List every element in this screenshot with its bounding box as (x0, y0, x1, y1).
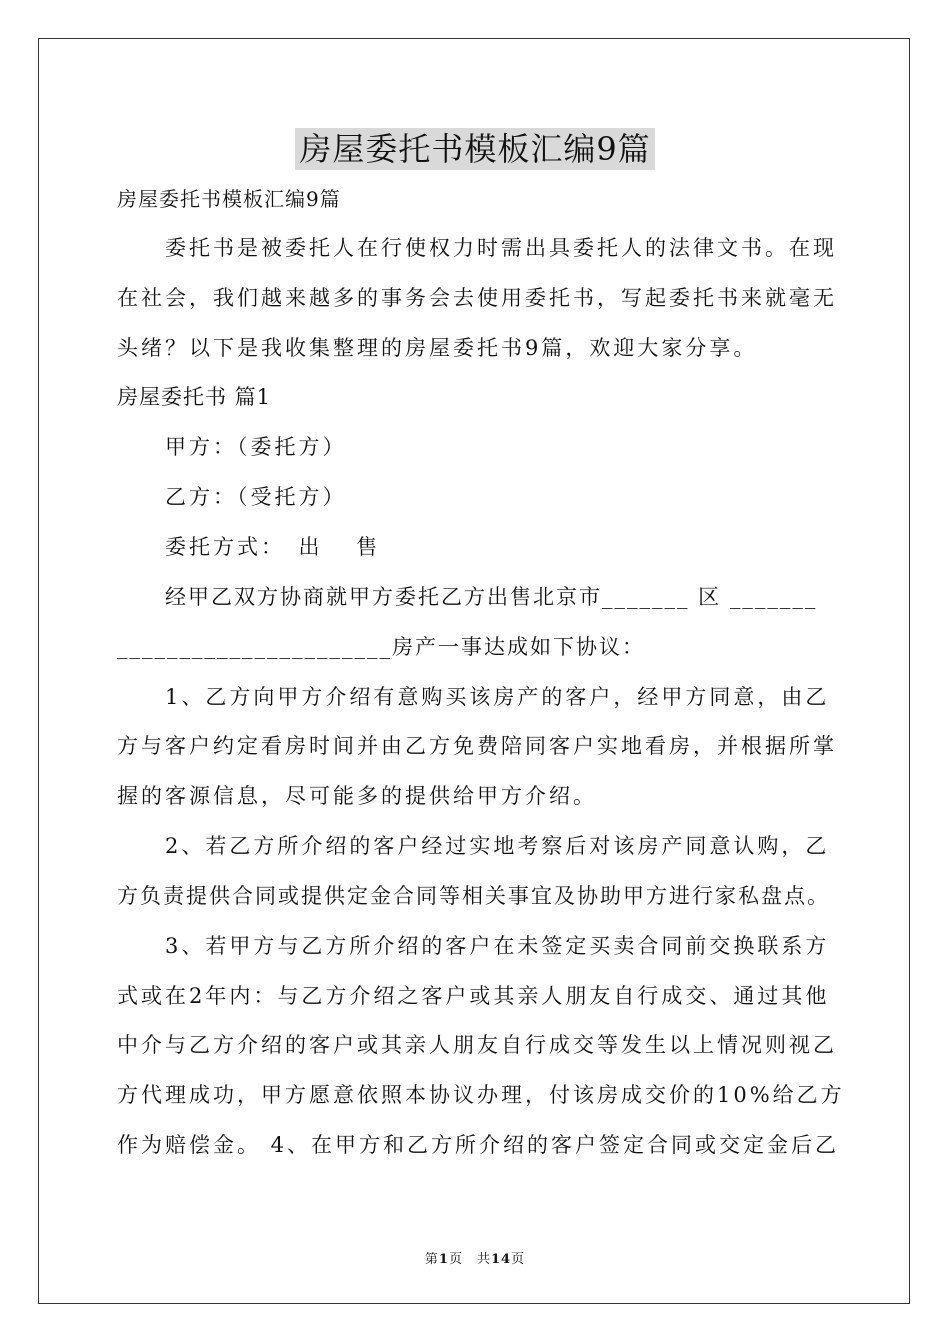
paragraph-line: 1、乙方向甲方介绍有意购买该房产的客户，经甲方同意，由乙 (165, 685, 830, 709)
paragraph-line: 方与客户约定看房时间并由乙方免费陪同客户实地看房，并根据所掌 (117, 734, 837, 758)
paragraph-line: 作为赔偿金。 4、在甲方和乙方所介绍的客户签定合同或交定金后乙 (117, 1133, 840, 1157)
paragraph-line: 3、若甲方与乙方所介绍的客户在未签定买卖合同前交换联系方 (165, 934, 830, 958)
document-title: 房屋委托书模板汇编9篇 (295, 128, 654, 170)
paragraph-line: 委托书是被委托人在行使权力时需出具委托人的法律文书。在现 (165, 236, 837, 260)
footer-total-pages: 14 (490, 1252, 512, 1267)
paragraph-line: 经甲乙双方协商就甲方委托乙方出售北京市_______ 区 _______ (165, 585, 818, 609)
footer-suffix: 页 (511, 1252, 526, 1267)
document-subtitle: 房屋委托书模板汇编9篇 (117, 187, 341, 211)
paragraph-line: 头绪？以下是我收集整理的房屋委托书9篇，欢迎大家分享。 (117, 336, 758, 360)
title-block (0, 128, 950, 170)
footer-prefix: 第 (424, 1252, 439, 1267)
paragraph-line: 方代理成功，甲方愿意依照本协议办理，付该房成交价的10%给乙方 (117, 1083, 845, 1107)
paragraph-line: 2、若乙方所介绍的客户经过实地考察后对该房产同意认购，乙 (165, 834, 830, 858)
paragraph-line: 式或在2年内：与乙方介绍之客户或其亲人朋友自行成交、通过其他 (117, 984, 830, 1008)
paragraph-line: 甲方：（委托方） (165, 435, 347, 459)
page-footer (0, 1248, 950, 1267)
footer-page-number: 1 (438, 1252, 449, 1267)
footer-mid: 页 共 (448, 1252, 491, 1267)
page-border (38, 38, 910, 1304)
section-heading: 房屋委托书 篇1 (117, 385, 272, 409)
paragraph-line: 握的客源信息，尽可能多的提供给甲方介绍。 (117, 784, 597, 808)
paragraph-line: ______________________房产一事达成如下协议： (117, 635, 645, 659)
paragraph-line: 在社会，我们越来越多的事务会去使用委托书，写起委托书来就毫无 (117, 286, 837, 310)
paragraph-line: 方负责提供合同或提供定金合同等相关事宜及协助甲方进行家私盘点。 (117, 884, 830, 908)
paragraph-line: 委托方式： 出 售 (165, 535, 381, 559)
paragraph-line: 乙方：（受托方） (165, 485, 347, 509)
paragraph-line: 中介与乙方介绍的客户或其亲人朋友自行成交等发生以上情况则视乙 (117, 1033, 837, 1057)
